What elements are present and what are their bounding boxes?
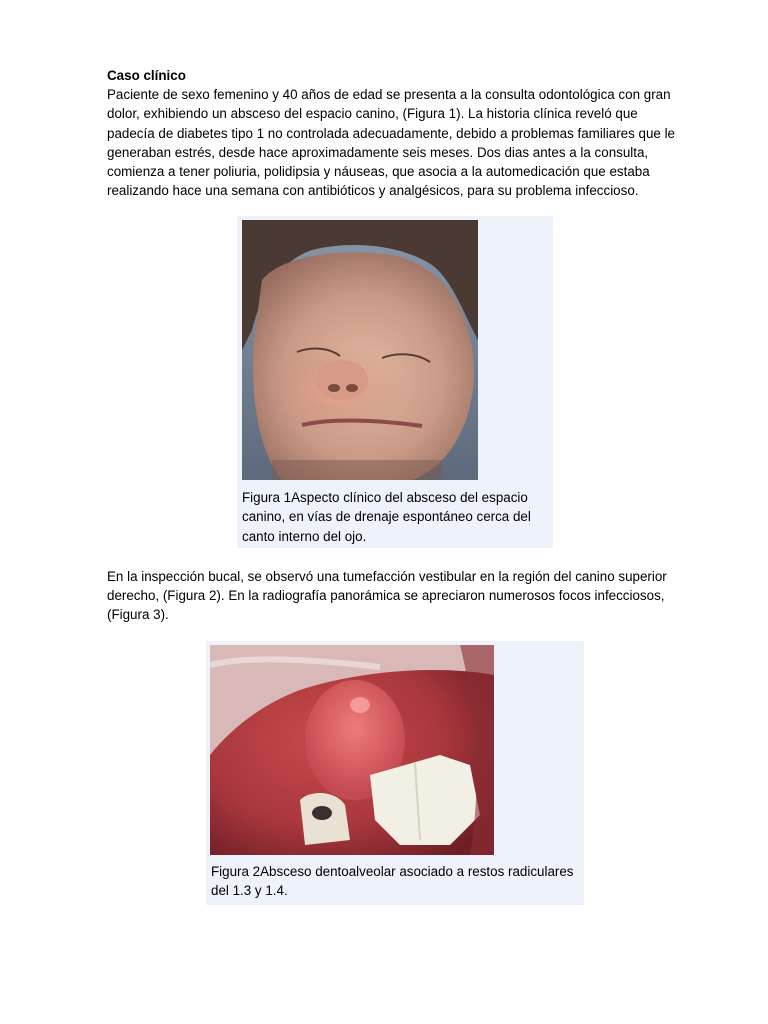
second-section <box>107 567 687 625</box>
figure-1-image <box>242 220 478 480</box>
figure-1-caption: Figura 1Aspecto clínico del absceso del espacio canino, en vías de drenaje espontáneo cerca del canto interno del ojo. <box>242 490 531 544</box>
figure-2-photo <box>210 645 494 855</box>
figure-2-image <box>210 645 494 855</box>
figure-1-photo <box>242 220 478 480</box>
intro-paragraph: Paciente de sexo femenino y 40 años de edad se presenta a la consulta odontológica con gran dolor, exhibiendo un absceso del espacio canino, (Figura 1). La historia clínica reveló que padecía de diabetes tipo 1 no controlada adecuadamente, debido a problemas familiares que le generaban estrés, desde hace aproximadamente seis meses. Dos dias antes a la consulta, comienza a tener poliuria, polidipsia y náuseas, que asocia a la automedicación que estaba realizando hace una semana con antibióticos y analgésicos, para su problema infeccioso. <box>107 87 676 199</box>
figure-2-caption: Figura 2Absceso dentoalveolar asociado a restos radiculares del 1.3 y 1.4. <box>211 864 574 899</box>
second-paragraph: En la inspección bucal, se observó una tumefacción vestibular en la región del canino superior derecho, (Figura 2). En la radiografía panorámica se apreciaron numerosos focos infecciosos, (Figura 3). <box>107 569 667 623</box>
section-title: Caso clínico <box>107 68 186 83</box>
intro-section <box>107 66 687 200</box>
figure-2 <box>206 641 584 905</box>
figure-1 <box>237 216 553 548</box>
